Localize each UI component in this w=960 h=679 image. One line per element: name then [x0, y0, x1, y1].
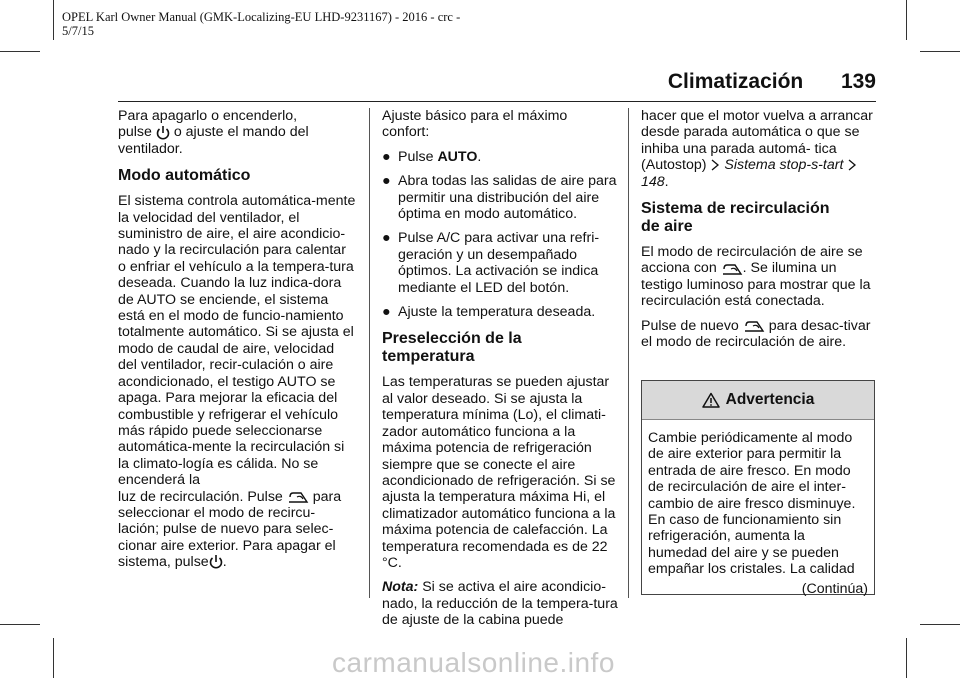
text: .	[664, 173, 669, 190]
continues-label: (Continúa)	[801, 580, 868, 597]
warning-header	[642, 381, 874, 420]
text: para desac-tivar el modo de recirculación de aire.	[641, 317, 871, 351]
crop-mark	[0, 51, 40, 52]
text: Pulse A/C para activar una refri-geración y un desempañado óptimos. La activación se indica mediante el LED del botón.	[398, 230, 600, 296]
meta-line-2: 5/7/15	[62, 24, 94, 38]
recirculation-icon	[287, 490, 309, 504]
recirculation-icon	[743, 319, 765, 333]
heading-automatic-mode: Modo automático	[118, 167, 251, 185]
section-title: Climatización	[667, 70, 804, 93]
text: pulse	[118, 124, 152, 141]
text: Pulse	[398, 148, 438, 165]
text: para seleccionar el modo de recircu-lación; pulse de nuevo para selec-cionar aire exterior. Para apagar el	[118, 488, 342, 554]
column-1	[118, 108, 356, 571]
bullet-marker: ●	[382, 173, 391, 190]
text: ventilador.	[118, 140, 183, 157]
paragraph: Ajuste básico para el máximo confort:	[382, 108, 568, 141]
text: hacer que el motor vuelva a arrancar desde parada automática o que se inhiba una parada automá-	[641, 108, 873, 157]
text: Si se activa el aire acondicio-nado, la reducción de la tempera-tura de ajuste de la cabina puede	[382, 579, 618, 629]
text: Para apagarlo o encenderlo,	[118, 108, 298, 124]
crop-mark	[0, 624, 40, 625]
column-divider	[628, 108, 629, 598]
list-item	[382, 149, 618, 165]
text: Ajuste la temperatura deseada.	[398, 304, 596, 321]
text: .	[222, 554, 227, 571]
column-3	[641, 108, 877, 358]
text: o ajuste el mando del	[173, 124, 309, 141]
text: El modo de recirculación de aire se	[641, 244, 863, 261]
paragraph: Las temperaturas se pueden ajustar al valor deseado. Si se ajusta la temperatura mínima (Lo), el climati-zador automático funciona a la máxima potencia de refrigeración siempre que se conecte el aire acondicionado de refrigeración. Si se ajusta la temperatura máxima Hi, el climatizador automático funciona a la máxima potencia de calefacción. La temperatura recomendada es de 22 °C.	[382, 374, 616, 571]
paragraph	[118, 108, 356, 157]
warning-body	[642, 420, 874, 597]
heading-temperature-preselection: Preselección de la temperatura	[382, 330, 522, 366]
warning-triangle-icon	[702, 392, 720, 408]
header-rule	[118, 101, 876, 102]
paragraph: El sistema controla automática-mente la velocidad del ventilador, el suministro de aire, el aire acondicio-nado y la recirculación para calentar o enfriar el vehículo a la tempera-tura deseada. Cuando la luz indica-dora de AUTO se enciende, el sistema está en el modo de funcio-namiento totalmente automático. Si se ajusta el modo de caudal de aire, velocidad del ventilador, recir-culación o aire acondicionado, el testigo AUTO se apaga. Para mejorar la eficacia del combustible y refrigerar el vehículo más rápido puede seleccionarse automática-mente la recirculación si la climato-logía es cálida. No se encenderá la	[118, 193, 356, 489]
text: Pulse de nuevo	[641, 317, 739, 334]
cross-reference-page[interactable]: 148	[641, 173, 665, 190]
reference-arrow-icon	[847, 159, 857, 171]
crop-mark	[920, 51, 960, 52]
note-label: Nota:	[382, 579, 419, 596]
warning-box	[641, 380, 875, 595]
paragraph	[641, 318, 877, 351]
crop-mark	[53, 638, 54, 678]
list-item	[382, 230, 618, 296]
recirculation-icon	[721, 262, 743, 276]
crop-mark	[53, 0, 54, 40]
document-meta	[62, 10, 460, 38]
bullet-marker: ●	[382, 304, 391, 321]
running-header	[668, 70, 876, 94]
crop-mark	[906, 638, 907, 678]
column-divider	[369, 108, 370, 598]
note	[382, 579, 618, 628]
text: tica (Autostop)	[641, 140, 837, 174]
crop-mark	[906, 0, 907, 40]
paragraph	[641, 244, 877, 310]
watermark: carmanualsonline.info	[332, 647, 615, 678]
bullet-marker: ●	[382, 148, 391, 165]
text: sistema, pulse	[118, 554, 209, 571]
paragraph	[641, 108, 877, 190]
text: acciona con	[641, 260, 717, 277]
auto-label: AUTO	[437, 148, 478, 165]
column-2	[382, 108, 618, 637]
text: luz de recirculación. Pulse	[118, 488, 283, 505]
power-icon	[156, 125, 170, 141]
reference-arrow-icon	[710, 159, 720, 171]
warning-title: Advertencia	[725, 391, 815, 408]
cross-reference-link[interactable]: Sistema stop-s-tart	[724, 157, 844, 174]
list-item	[382, 304, 618, 320]
text: . Se ilumina un testigo luminoso para mostrar que la recirculación está conectada.	[641, 260, 871, 310]
power-icon	[209, 554, 223, 570]
list-item	[382, 173, 618, 222]
heading-recirculation-system: Sistema de recirculación de aire	[641, 200, 830, 236]
bullet-marker: ●	[382, 230, 391, 247]
text: .	[477, 148, 482, 165]
crop-mark	[920, 624, 960, 625]
meta-line-1: OPEL Karl Owner Manual (GMK-Localizing-EU LHD-9231167) - 2016 - crc -	[62, 10, 461, 24]
page-number: 139	[840, 70, 876, 93]
warning-text: Cambie periódicamente al modo de aire exterior para permitir la entrada de aire fresco. En modo de recirculación de aire el inter-cambio de aire fresco disminuye. En caso de funcionamiento sin refrigeración, aumenta la humedad del aire y se pueden empañar los cristales. La calidad	[648, 430, 856, 578]
paragraph	[118, 489, 356, 571]
text: Abra todas las salidas de aire para permitir una distribución del aire óptima en modo automático.	[398, 173, 617, 223]
